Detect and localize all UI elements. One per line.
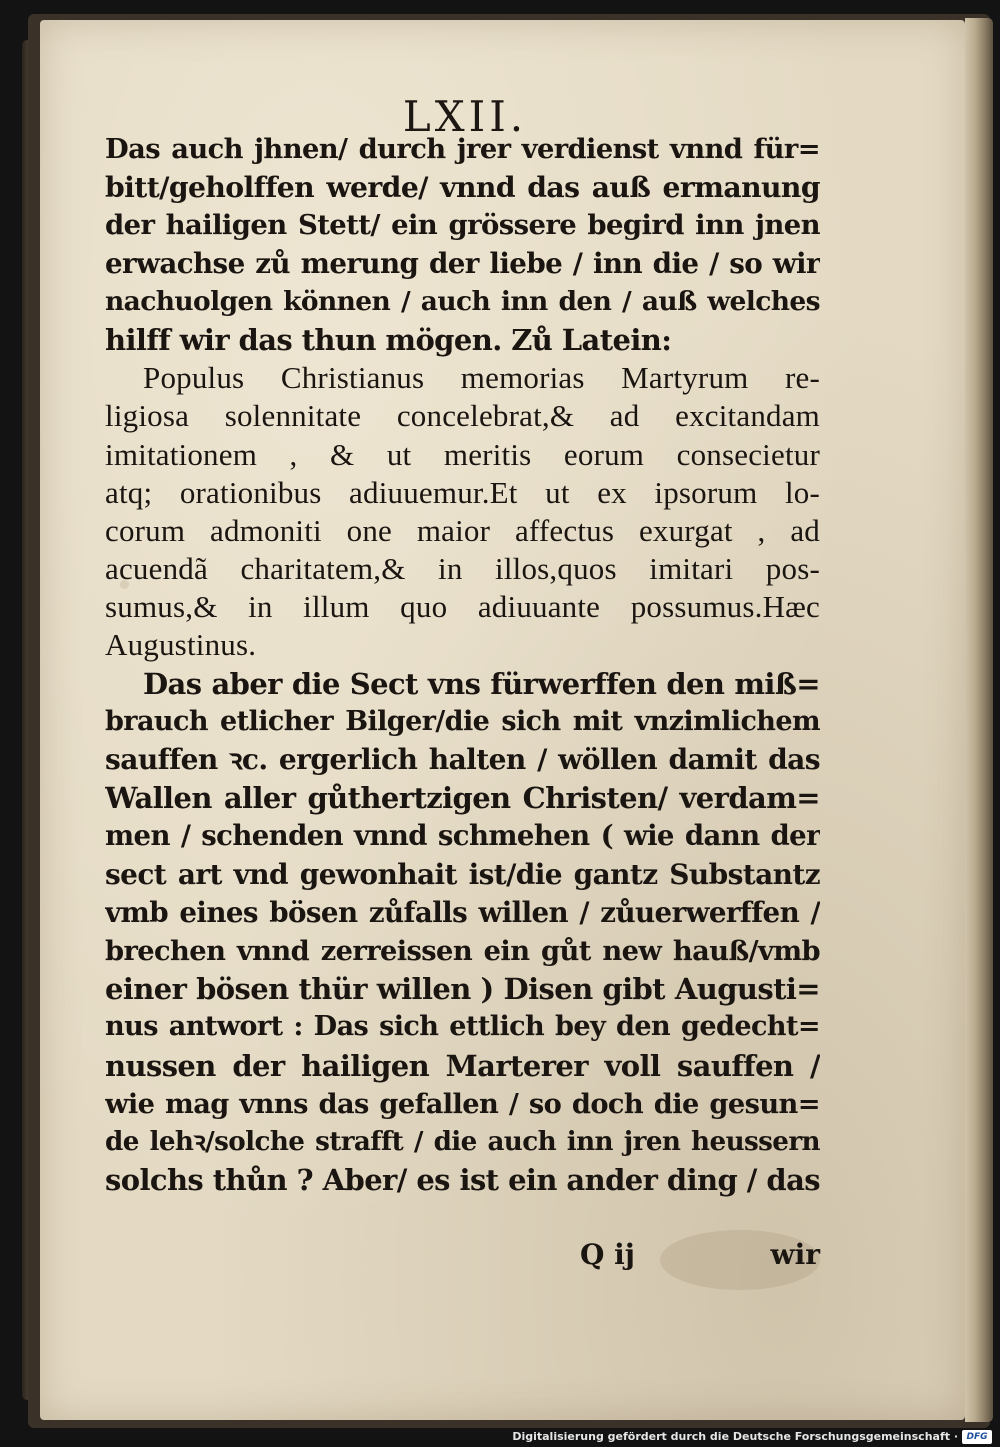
text-line: nachuolgen können / auch inn den / auß welches [105, 285, 820, 317]
text-line: Das aber die Sect vns fürwerffen den miß= [143, 666, 820, 701]
text-line: der hailigen Stett/ ein grössere begird inn jnen [105, 209, 820, 242]
text-line: solchs thůn ? Aber/ es ist ein ander ding / das [105, 1163, 820, 1198]
text-line: sect art vnd gewonhait ist/die gantz Substantz [105, 857, 820, 891]
catchline [580, 1238, 820, 1278]
text-line: de lehꝛ/solche strafft / die auch inn jren heussern [105, 1125, 820, 1157]
text-line: sauffen ꝛc. ergerlich halten / wöllen damit das [105, 743, 820, 776]
text-line: corum admoniti one maior affectus exurgat , ad [105, 512, 820, 548]
text-line: acuendã charitatem,& in illos,quos imitari pos- [105, 551, 820, 587]
paragraph-german-1 [105, 130, 820, 359]
text-line: imitationem , & ut meritis eorum consecietur [105, 436, 820, 472]
funding-credit: Digitalisierung gefördert durch die Deutsche Forschungsgemeinschaft · [512, 1430, 958, 1443]
text-line: erwachse zů merung der liebe / inn die / so wir [105, 246, 820, 280]
text-line: Wallen aller gůthertzigen Christen/ verdam= [105, 781, 820, 816]
text-line: brauch etlicher Bilger/die sich mit vnzimlichem [105, 705, 820, 737]
text-line: hilff wir das thun mögen. Zů Latein: [105, 322, 672, 357]
signature-mark: Q ij [580, 1238, 635, 1271]
text-line: wie mag vnns das gefallen / so doch die gesun= [105, 1087, 820, 1120]
paragraph-latin [105, 359, 820, 665]
paragraph-german-2 [105, 665, 820, 1200]
text-line: einer bösen thür willen ) Disen gibt Augusti= [105, 972, 820, 1007]
text-line: nus antwort : Das sich ettlich bey den gedecht= [105, 1011, 820, 1043]
page-fore-edge [965, 18, 993, 1422]
text-block [105, 130, 820, 1199]
text-line: Das auch jhnen/ durch jrer verdienst vnnd für= [105, 133, 820, 165]
text-line: bitt/geholffen werde/ vnnd das auß ermanung [105, 170, 820, 205]
dfg-logo: DFG [962, 1430, 992, 1444]
text-line: brechen vnnd zerreissen ein gůt new hauß/vmb [105, 934, 820, 967]
text-line: vmb eines bösen zůfalls willen / zůuerwerffen / [105, 895, 820, 929]
text-line: Augustinus. [105, 627, 257, 663]
catchword: wir [770, 1238, 820, 1271]
folio-number: LXII. [402, 92, 528, 141]
text-line: men / schenden vnnd schmehen ( wie dann der [105, 820, 820, 853]
text-line: atq; orationibus adiuuemur.Et ut ex ipsorum lo- [105, 474, 820, 510]
text-line: nussen der hailigen Marterer voll sauffen / [105, 1048, 820, 1083]
text-line: sumus,& in illum quo adiuuante possumus.Hæc [105, 589, 820, 625]
text-line: ligiosa solennitate concelebrat,& ad excitandam [105, 398, 820, 434]
text-line: Populus Christianus memorias Martyrum re- [143, 360, 820, 396]
